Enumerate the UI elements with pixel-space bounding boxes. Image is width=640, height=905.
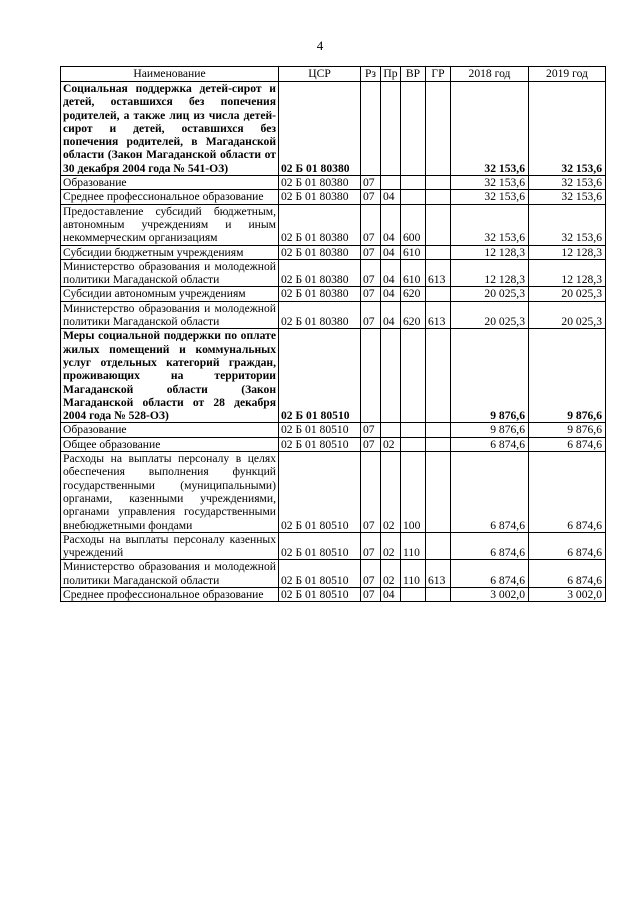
cell-2018: 6 874,6 (451, 560, 529, 588)
budget-table (60, 66, 606, 602)
cell-gr (426, 587, 451, 601)
cell-rz: 07 (361, 204, 381, 245)
table-row (61, 329, 606, 423)
cell-2018: 12 128,3 (451, 245, 529, 259)
header-vr: ВР (401, 67, 426, 82)
cell-csr: 02 Б 01 80510 (279, 560, 361, 588)
cell-name: Образование (61, 423, 279, 437)
cell-gr: 613 (426, 259, 451, 287)
cell-vr (401, 176, 426, 190)
cell-2018: 6 874,6 (451, 452, 529, 533)
page-number: 4 (316, 38, 324, 53)
cell-name: Социальная поддержка детей-сирот и детей, оставшихся без попечения родителей, а также лиц из числа детей-сирот и детей, оставшихся без попечения родителей, в Магаданской области (Закон Магаданской области от 30 декабря 2004 года № 541-ОЗ) (61, 82, 279, 176)
cell-csr: 02 Б 01 80510 (279, 437, 361, 451)
cell-vr: 110 (401, 532, 426, 560)
cell-vr (401, 587, 426, 601)
cell-pr: 04 (381, 587, 401, 601)
cell-pr: 04 (381, 259, 401, 287)
cell-2018: 6 874,6 (451, 437, 529, 451)
cell-csr: 02 Б 01 80510 (279, 587, 361, 601)
header-2018: 2018 год (451, 67, 529, 82)
cell-gr (426, 245, 451, 259)
cell-name: Министерство образования и молодежной политики Магаданской области (61, 560, 279, 588)
cell-vr (401, 437, 426, 451)
header-csr: ЦСР (279, 67, 361, 82)
cell-2019: 6 874,6 (529, 437, 606, 451)
cell-2019: 6 874,6 (529, 532, 606, 560)
table-row (61, 532, 606, 560)
cell-name: Образование (61, 176, 279, 190)
cell-rz: 07 (361, 190, 381, 204)
cell-rz: 07 (361, 245, 381, 259)
cell-gr (426, 423, 451, 437)
table-row (61, 301, 606, 329)
cell-2019: 12 128,3 (529, 259, 606, 287)
cell-2019: 20 025,3 (529, 301, 606, 329)
cell-pr (381, 82, 401, 176)
table-row (61, 259, 606, 287)
table-body (61, 82, 606, 602)
cell-2018: 12 128,3 (451, 259, 529, 287)
cell-name: Субсидии автономным учреждениям (61, 287, 279, 301)
cell-2018: 9 876,6 (451, 329, 529, 423)
cell-vr: 620 (401, 287, 426, 301)
cell-rz (361, 82, 381, 176)
cell-csr: 02 Б 01 80380 (279, 259, 361, 287)
cell-rz: 07 (361, 176, 381, 190)
cell-csr: 02 Б 01 80380 (279, 245, 361, 259)
cell-pr (381, 329, 401, 423)
cell-vr (401, 82, 426, 176)
cell-name: Меры социальной поддержки по оплате жилых помещений и коммунальных услуг отдельных категорий граждан, проживающих на территории Магаданской области (Закон Магаданской области от 28 декабря 2004 года № 528-ОЗ) (61, 329, 279, 423)
cell-csr: 02 Б 01 80510 (279, 423, 361, 437)
table-row (61, 560, 606, 588)
cell-gr (426, 452, 451, 533)
header-rz: Рз (361, 67, 381, 82)
cell-pr: 04 (381, 204, 401, 245)
cell-csr: 02 Б 01 80380 (279, 301, 361, 329)
cell-vr (401, 423, 426, 437)
cell-vr: 100 (401, 452, 426, 533)
cell-name: Министерство образования и молодежной политики Магаданской области (61, 301, 279, 329)
cell-2019: 9 876,6 (529, 329, 606, 423)
table-row (61, 423, 606, 437)
cell-gr (426, 329, 451, 423)
cell-csr: 02 Б 01 80510 (279, 452, 361, 533)
cell-pr (381, 423, 401, 437)
cell-name: Министерство образования и молодежной политики Магаданской области (61, 259, 279, 287)
table-row (61, 176, 606, 190)
cell-vr: 600 (401, 204, 426, 245)
cell-2019: 6 874,6 (529, 560, 606, 588)
cell-2018: 20 025,3 (451, 287, 529, 301)
cell-csr: 02 Б 01 80380 (279, 204, 361, 245)
cell-2018: 20 025,3 (451, 301, 529, 329)
cell-name: Расходы на выплаты персоналу в целях обеспечения выполнения функций государственными (муниципальными) органами, казенными учреждениями, органами управления государственными внебюджетными фондами (61, 452, 279, 533)
cell-gr (426, 437, 451, 451)
cell-rz: 07 (361, 532, 381, 560)
cell-2018: 9 876,6 (451, 423, 529, 437)
cell-rz: 07 (361, 287, 381, 301)
cell-csr: 02 Б 01 80510 (279, 532, 361, 560)
cell-2019: 9 876,6 (529, 423, 606, 437)
cell-gr (426, 190, 451, 204)
cell-pr: 04 (381, 245, 401, 259)
table-row (61, 452, 606, 533)
cell-2019: 32 153,6 (529, 204, 606, 245)
header-name: Наименование (61, 67, 279, 82)
cell-2019: 6 874,6 (529, 452, 606, 533)
table-row (61, 82, 606, 176)
cell-csr: 02 Б 01 80380 (279, 82, 361, 176)
cell-csr: 02 Б 01 80380 (279, 176, 361, 190)
table-row (61, 587, 606, 601)
cell-gr (426, 176, 451, 190)
header-pr: Пр (381, 67, 401, 82)
cell-pr: 04 (381, 301, 401, 329)
cell-name: Среднее профессиональное образование (61, 190, 279, 204)
cell-csr: 02 Б 01 80510 (279, 329, 361, 423)
cell-gr: 613 (426, 560, 451, 588)
cell-name: Предоставление субсидий бюджетным, автономным учреждениям и иным некоммерческим организациям (61, 204, 279, 245)
cell-2019: 3 002,0 (529, 587, 606, 601)
table-row (61, 437, 606, 451)
cell-csr: 02 Б 01 80380 (279, 190, 361, 204)
cell-pr: 04 (381, 287, 401, 301)
cell-pr: 02 (381, 452, 401, 533)
cell-name: Субсидии бюджетным учреждениям (61, 245, 279, 259)
cell-2018: 32 153,6 (451, 82, 529, 176)
cell-vr (401, 190, 426, 204)
cell-2018: 32 153,6 (451, 190, 529, 204)
cell-vr: 610 (401, 245, 426, 259)
cell-rz (361, 329, 381, 423)
cell-pr: 02 (381, 437, 401, 451)
cell-name: Среднее профессиональное образование (61, 587, 279, 601)
cell-gr (426, 204, 451, 245)
cell-2019: 20 025,3 (529, 287, 606, 301)
cell-rz: 07 (361, 437, 381, 451)
cell-rz: 07 (361, 259, 381, 287)
cell-vr: 110 (401, 560, 426, 588)
cell-vr (401, 329, 426, 423)
table-header-row (61, 67, 606, 82)
cell-2018: 6 874,6 (451, 532, 529, 560)
cell-2019: 32 153,6 (529, 176, 606, 190)
table-row (61, 204, 606, 245)
header-gr: ГР (426, 67, 451, 82)
cell-vr: 620 (401, 301, 426, 329)
cell-csr: 02 Б 01 80380 (279, 287, 361, 301)
cell-pr: 04 (381, 190, 401, 204)
cell-rz: 07 (361, 587, 381, 601)
cell-rz: 07 (361, 452, 381, 533)
header-2019: 2019 год (529, 67, 606, 82)
cell-gr (426, 82, 451, 176)
cell-rz: 07 (361, 301, 381, 329)
table-row (61, 245, 606, 259)
cell-2019: 12 128,3 (529, 245, 606, 259)
cell-rz: 07 (361, 423, 381, 437)
cell-gr (426, 287, 451, 301)
cell-2019: 32 153,6 (529, 190, 606, 204)
cell-rz: 07 (361, 560, 381, 588)
cell-pr: 02 (381, 560, 401, 588)
table-row (61, 287, 606, 301)
cell-vr: 610 (401, 259, 426, 287)
cell-pr (381, 176, 401, 190)
cell-name: Расходы на выплаты персоналу казенных учреждений (61, 532, 279, 560)
cell-2018: 3 002,0 (451, 587, 529, 601)
cell-gr: 613 (426, 301, 451, 329)
cell-pr: 02 (381, 532, 401, 560)
cell-2019: 32 153,6 (529, 82, 606, 176)
table-row (61, 190, 606, 204)
cell-2018: 32 153,6 (451, 204, 529, 245)
cell-gr (426, 532, 451, 560)
cell-2018: 32 153,6 (451, 176, 529, 190)
cell-name: Общее образование (61, 437, 279, 451)
